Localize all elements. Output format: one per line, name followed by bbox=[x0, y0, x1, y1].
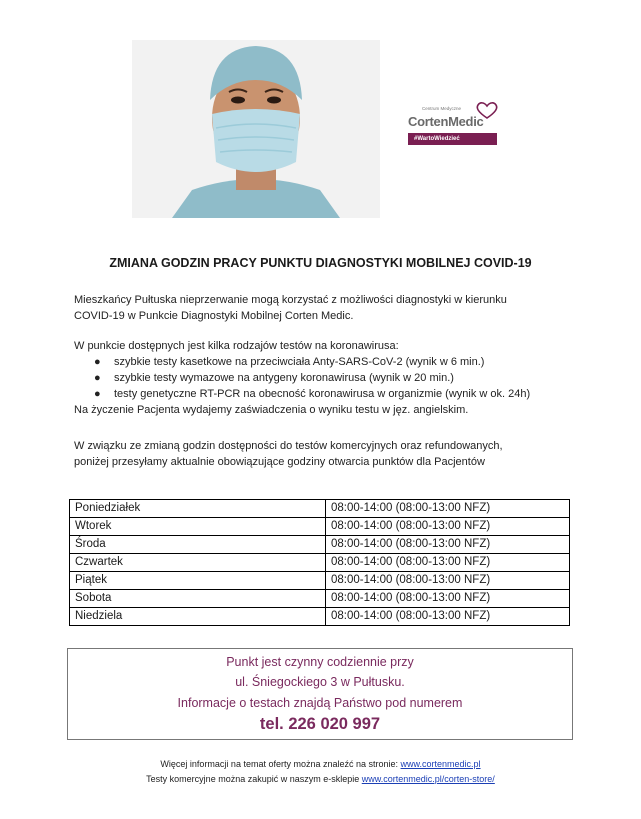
time-cell: 08:00-14:00 (08:00-13:00 NFZ) bbox=[326, 608, 570, 626]
time-cell: 08:00-14:00 (08:00-13:00 NFZ) bbox=[326, 536, 570, 554]
time-cell: 08:00-14:00 (08:00-13:00 NFZ) bbox=[326, 572, 570, 590]
bullet-icon: ● bbox=[94, 388, 101, 400]
eshop-link[interactable]: www.cortenmedic.pl/corten-store/ bbox=[361, 774, 495, 784]
list-item-text: testy genetyczne RT-PCR na obecność koronawirusa w organizmie (wynik w ok. 24h) bbox=[114, 388, 531, 400]
day-cell: Niedziela bbox=[70, 608, 326, 626]
list-item-text: szybkie testy wymazowe na antygeny koronawirusa (wynik w 20 min.) bbox=[114, 372, 454, 384]
footer-text: Więcej informacji na temat oferty można znaleźć na stronie: bbox=[160, 759, 401, 769]
time-cell: 08:00-14:00 (08:00-13:00 NFZ) bbox=[326, 518, 570, 536]
logo-small-text: Centrum Medyczne bbox=[422, 106, 462, 111]
logo-tagline: #WartoWiedzieć bbox=[408, 133, 497, 145]
time-cell: 08:00-14:00 (08:00-13:00 NFZ) bbox=[326, 554, 570, 572]
day-cell: Sobota bbox=[70, 590, 326, 608]
footer-line bbox=[0, 759, 641, 769]
intro-paragraph bbox=[74, 292, 554, 324]
change-line: poniżej przesyłamy aktualnie obowiązujące godziny otwarcia punktów dla Pacjentów bbox=[74, 456, 485, 468]
bullet-icon: ● bbox=[94, 372, 101, 384]
page-title: ZMIANA GODZIN PRACY PUNKTU DIAGNOSTYKI MOBILNEJ COVID-19 bbox=[109, 256, 532, 270]
day-cell: Piątek bbox=[70, 572, 326, 590]
footer-line bbox=[0, 774, 641, 784]
time-cell: 08:00-14:00 (08:00-13:00 NFZ) bbox=[326, 500, 570, 518]
bullet-icon: ● bbox=[94, 356, 101, 368]
address-line: ul. Śniegockiego 3 w Pułtusku. bbox=[235, 675, 405, 689]
day-cell: Poniedziałek bbox=[70, 500, 326, 518]
list-item bbox=[94, 386, 530, 402]
tests-heading: W punkcie dostępnych jest kilka rodzajów testów na koronawirusa: bbox=[74, 340, 399, 352]
table-row bbox=[70, 590, 570, 608]
table-row bbox=[70, 608, 570, 626]
change-line: W związku ze zmianą godzin dostępności do testów komercyjnych oraz refundowanych, bbox=[74, 440, 503, 452]
table-row bbox=[70, 536, 570, 554]
phone-number: tel. 226 020 997 bbox=[259, 715, 381, 733]
list-item-text: szybkie testy kasetkowe na przeciwciała Anty-SARS-CoV-2 (wynik w 6 min.) bbox=[114, 356, 485, 368]
day-cell: Czwartek bbox=[70, 554, 326, 572]
website-link[interactable]: www.cortenmedic.pl bbox=[400, 759, 481, 769]
table-row bbox=[70, 500, 570, 518]
info-box bbox=[67, 648, 573, 740]
day-cell: Wtorek bbox=[70, 518, 326, 536]
opening-hours-table bbox=[69, 499, 570, 626]
change-paragraph bbox=[74, 438, 554, 470]
info-line: Informacje o testach znajdą Państwo pod numerem bbox=[177, 696, 463, 710]
certificate-note: Na życzenie Pacjenta wydajemy zaświadczenia o wyniku testu w jęz. angielskim. bbox=[74, 404, 469, 416]
table-row bbox=[70, 554, 570, 572]
intro-line: COVID-19 w Punkcie Diagnostyki Mobilnej Corten Medic. bbox=[74, 310, 354, 322]
day-cell: Środa bbox=[70, 536, 326, 554]
heart-icon bbox=[474, 100, 500, 120]
header-photo bbox=[132, 40, 380, 218]
intro-line: Mieszkańcy Pułtuska nieprzerwanie mogą korzystać z możliwości diagnostyki w kierunku bbox=[74, 294, 507, 306]
cortenmedic-logo bbox=[408, 106, 504, 152]
footer-text: Testy komercyjne można zakupić w naszym e-sklepie bbox=[146, 774, 362, 784]
list-item bbox=[94, 354, 484, 370]
logo-name: CortenMedic bbox=[408, 114, 484, 129]
table-row bbox=[70, 518, 570, 536]
table-row bbox=[70, 572, 570, 590]
info-line: Punkt jest czynny codziennie przy bbox=[226, 655, 414, 669]
time-cell: 08:00-14:00 (08:00-13:00 NFZ) bbox=[326, 590, 570, 608]
list-item bbox=[94, 370, 454, 386]
